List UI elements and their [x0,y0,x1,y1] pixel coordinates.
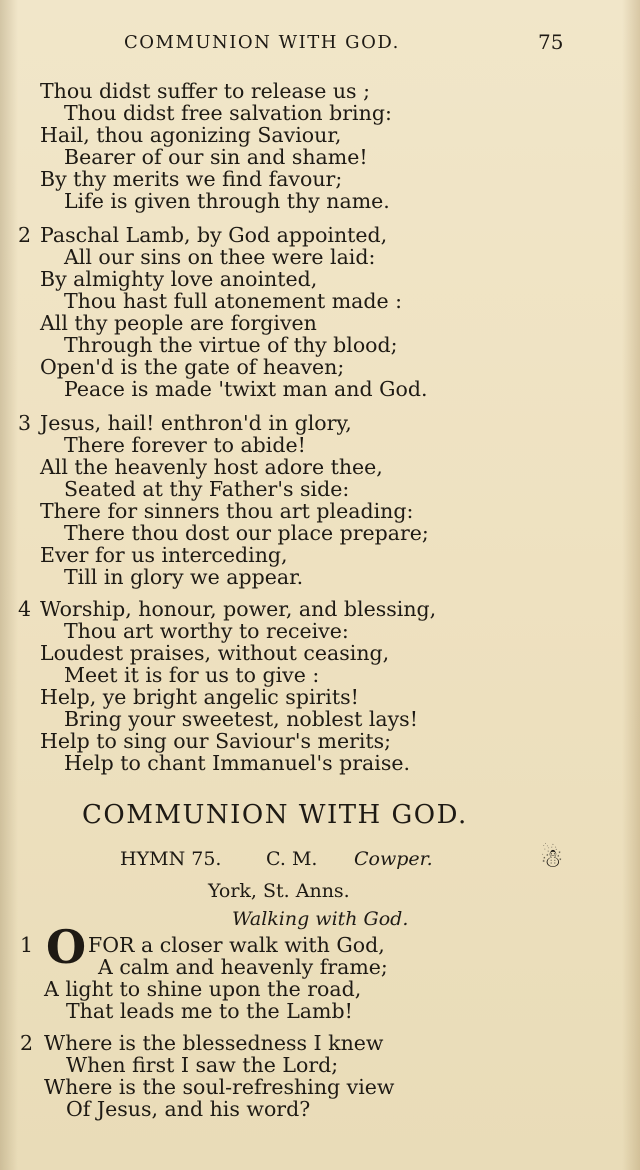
verse-line: Till in glory we appear. [64,565,304,589]
verse-line: All our sins on thee were laid: [64,245,376,269]
verse-line: There thou dost our place prepare; [64,521,429,545]
verse-line: Where is the blessedness I knew [44,1031,384,1055]
hymn-label: HYMN 75. [120,848,222,870]
verse-line: There for sinners thou art pleading: [40,499,414,523]
section-title: COMMUNION WITH GOD. [82,800,468,830]
verse-line: Where is the soul-refreshing view [44,1075,395,1099]
hymn-author: Cowper. [354,848,433,870]
verse-line: Thou didst free salvation bring: [64,101,392,125]
drop-cap: O [46,920,87,974]
verse-line: Through the virtue of thy blood; [64,333,398,357]
verse-line: Ever for us interceding, [40,543,288,567]
verse-line: By thy merits we find favour; [40,167,343,191]
verse-line: Bring your sweetest, noblest lays! [64,707,418,731]
hymn-subject: Walking with God. [232,908,409,930]
verse-line: Of Jesus, and his word? [66,1097,311,1121]
verse-line: Help, ye bright angelic spirits! [40,685,359,709]
ornament-icon: ☃ [540,844,564,874]
page-right-edge [622,0,640,1170]
verse-line: By almighty love anointed, [40,267,318,291]
verse-line: There forever to abide! [64,433,306,457]
verse-line: Help to sing our Saviour's merits; [40,729,392,753]
verse-line: Life is given through thy name. [64,189,390,213]
verse-line: Bearer of our sin and shame! [64,145,368,169]
stanza-number: 1 [20,933,34,957]
verse-line: Open'd is the gate of heaven; [40,355,345,379]
verse-line: Thou hast full atonement made : [64,289,403,313]
stanza-number: 2 [20,1031,34,1055]
stanza-number: 2 [18,223,32,247]
verse-line: Help to chant Immanuel's praise. [64,751,410,775]
verse-line: FOR a closer walk with God, [88,933,385,957]
hymn-tune: York, St. Anns. [208,880,350,902]
page-left-edge [0,0,18,1170]
verse-line: That leads me to the Lamb! [66,999,353,1023]
stanza-number: 4 [18,597,32,621]
verse-line: Thou art worthy to receive: [64,619,349,643]
verse-line: All the heavenly host adore thee, [40,455,383,479]
verse-line: Thou didst suffer to release us ; [40,79,371,103]
verse-line: Worship, honour, power, and blessing, [40,597,437,621]
stanza-number: 3 [18,411,32,435]
verse-line: Paschal Lamb, by God appointed, [40,223,388,247]
verse-line: When first I saw the Lord; [66,1053,339,1077]
verse-line: Loudest praises, without ceasing, [40,641,390,665]
running-head: COMMUNION WITH GOD. [124,32,400,53]
verse-line: Meet it is for us to give : [64,663,320,687]
verse-line: Hail, thou agonizing Saviour, [40,123,342,147]
verse-line: All thy people are forgiven [40,311,317,335]
verse-line: A calm and heavenly frame; [98,955,388,979]
verse-line: A light to shine upon the road, [44,977,362,1001]
verse-line: Peace is made 'twixt man and God. [64,377,428,401]
verse-line: Jesus, hail! enthron'd in glory, [40,411,352,435]
hymn-meter: C. M. [266,848,318,870]
page-number: 75 [538,30,564,54]
verse-line: Seated at thy Father's side: [64,477,350,501]
